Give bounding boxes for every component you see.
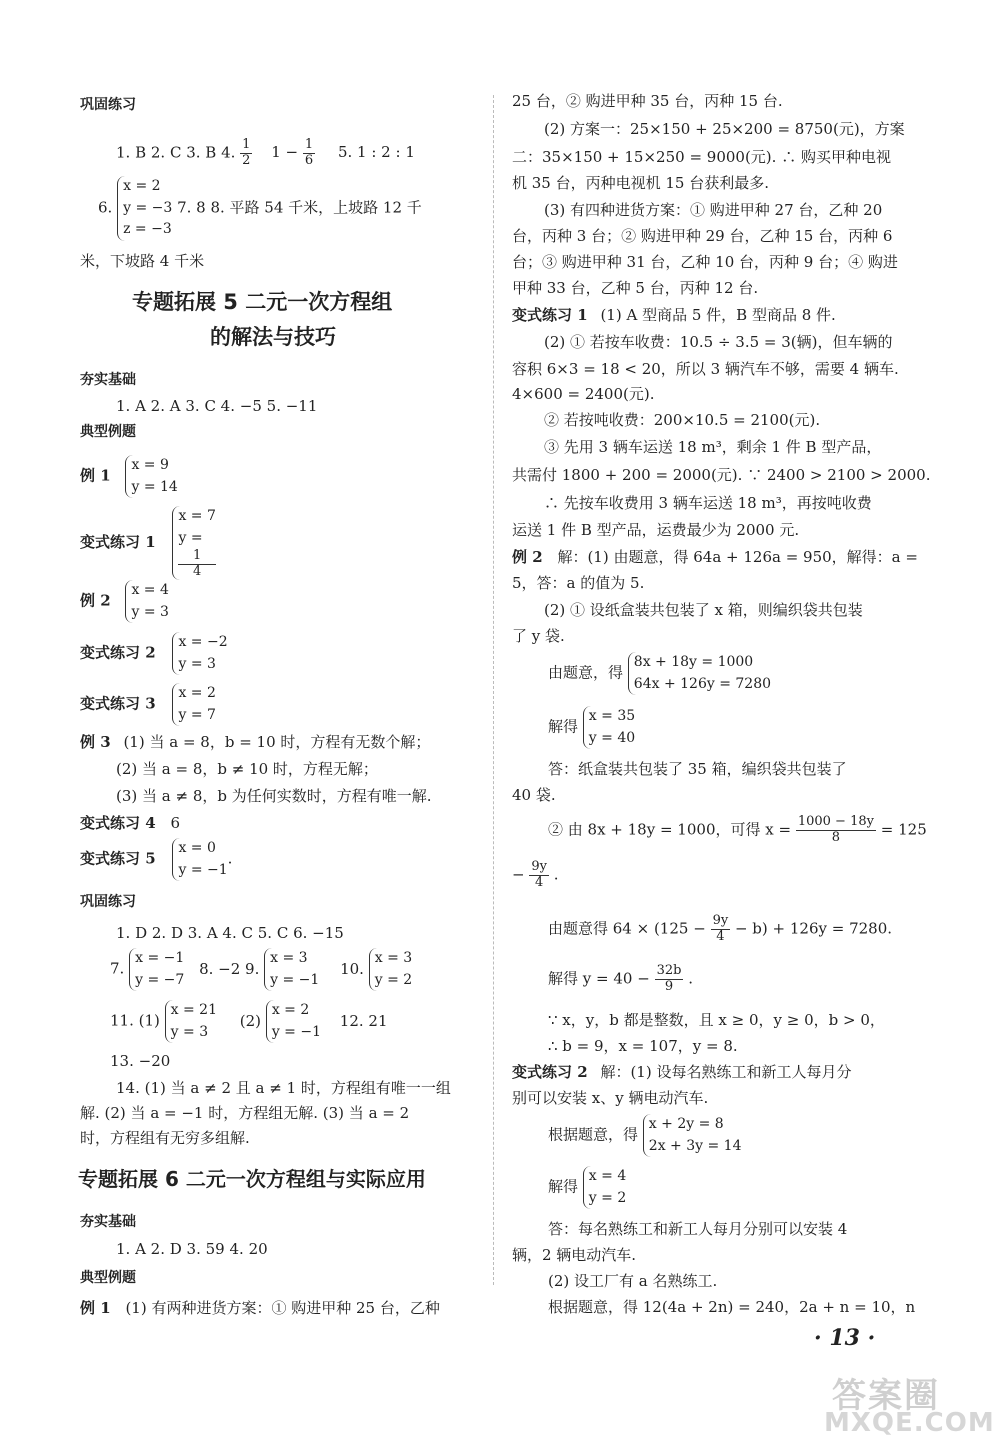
basic-2-answers: 1. A 2. D 3. 59 4. 20 — [116, 1240, 268, 1258]
rp2-q14-l2: 解. (2) 当 a = −1 时，方程组无解. (3) 当 a = 2 — [80, 1104, 410, 1122]
answers-line-6: 6. x = 2 y = −3 z = −3 7. 8 8. 平路 54 千米，上坡路 12 千 — [98, 176, 422, 241]
example-3-line2: (2) 当 a = 8，b ≠ 10 时，方程无解； — [116, 760, 378, 778]
equation-system: x = 35 y = 40 — [583, 706, 635, 749]
r-line5: (3) 有四种进货方案：① 购进甲种 27 台，乙种 20 — [544, 201, 883, 219]
equation-system: 8x + 18y = 1000 64x + 126y = 7280 — [628, 652, 771, 695]
ex2-part3: 由题意得 64 × (125 − $\frac{9y}{4}$ − b) + 126y = 7280. — [548, 913, 893, 944]
equation-system: x = 9 y = 14 — [125, 455, 177, 498]
section-examples-2: 典型例题 — [80, 1270, 136, 1286]
v2-solution: 解得 x = 4 y = 2 — [548, 1166, 626, 1209]
topic6-title: 专题拓展 6 二元一次方程组与实际应用 — [78, 1167, 426, 1191]
equation-system: x = 7 y = 1 4 — [172, 506, 215, 580]
topic5-title-line2: 的解法与技巧 — [210, 325, 336, 349]
basic-answers: 1. A 2. A 3. C 4. −5 5. −11 — [116, 397, 318, 415]
v1-line3: 容积 6×3 = 18 < 20，所以 3 辆汽车不够，需要 4 辆车. — [512, 360, 899, 378]
section-review-practice-2: 巩固练习 — [80, 894, 136, 910]
variant-1-right: 变式练习 1 (1) A 型商品 5 件，B 型商品 8 件. — [512, 306, 836, 324]
fraction: $\frac{1}{6}$ — [304, 137, 314, 168]
section-basic-2: 夯实基础 — [80, 1214, 136, 1230]
v1-line9: 运送 1 件 B 型产品，运费最少为 2000 元. — [512, 521, 800, 539]
example-2: 例 2 x = 4 y = 3 — [80, 580, 169, 623]
ex2-line4: 了 y 袋. — [512, 627, 565, 645]
example-3-line3: (3) 当 a ≠ 8，b 为任何实数时，方程有唯一解. — [116, 787, 432, 805]
ex2-part5: ∵ x，y，b 都是整数，且 x ≥ 0，y ≥ 0，b > 0， — [548, 1011, 885, 1029]
page-number: · 13 · — [814, 1325, 876, 1351]
r-line8: 甲种 33 台，乙种 5 台，丙种 12 台. — [512, 279, 759, 297]
r-line1: 25 台，② 购进甲种 35 台，丙种 15 台. — [512, 92, 783, 110]
column-divider — [493, 95, 494, 1285]
equation-system: x = 3 y = 2 — [369, 948, 412, 991]
v1-line7: 共需付 1800 + 200 = 2000(元). ∵ 2400 > 2100 > 2000. — [512, 466, 931, 484]
v2-answer1: 答：每名熟练工和新工人每月分别可以安装 4 — [548, 1220, 848, 1238]
section-review-practice: 巩固练习 — [80, 97, 136, 113]
equation-system: x = 0 y = −1 — [172, 838, 227, 881]
ex2-part4: 解得 y = 40 − $\frac{32b}{9}$ . — [548, 963, 693, 994]
v1-line8: ∴ 先按车收费用 3 辆车运送 18 m³，再按吨收费 — [544, 494, 872, 512]
ex2-part6: ∴ b = 9，x = 107，y = 8. — [548, 1037, 738, 1055]
rp2-line2: 7. x = −1 y = −7 8. −2 9. x = 3 y = −1 10. x = 3 y = 2 — [110, 948, 412, 991]
r-line7: 台；③ 购进甲种 31 台，乙种 10 台，丙种 9 台；④ 购进 — [512, 253, 898, 271]
rp2-line1: 1. D 2. D 3. A 4. C 5. C 6. −15 — [116, 924, 344, 942]
variant-4: 变式练习 4 6 — [80, 814, 180, 832]
answers-line-1: 1. B 2. C 3. B 4. $\frac{1}{2}$ 1 − $\frac{1}{6}$ 5. 1 : 2 : 1 — [116, 137, 415, 168]
ex2-part2: ② 由 8x + 18y = 1000，可得 x = $\frac{1000 - 18y}{8}$ = 125 — [548, 814, 927, 845]
fraction: $\frac{1}{2}$ — [242, 137, 251, 168]
v2-system: 根据题意，得 x + 2y = 8 2x + 3y = 14 — [548, 1114, 742, 1157]
r-line3: 二：35×150 + 15×250 = 9000(元). ∴ 购买甲种电视 — [512, 148, 891, 166]
rp2-q13: 13. −20 — [110, 1052, 171, 1070]
equation-system: x = 2 y = −1 — [266, 1000, 321, 1043]
variant-2: 变式练习 2 x = −2 y = 3 — [80, 632, 228, 675]
v1-line4: 4×600 = 2400(元). — [512, 385, 655, 403]
ex2-line2: 5，答：a 的值为 5. — [512, 574, 645, 592]
example-3: 例 3 (1) 当 a = 8，b = 10 时，方程有无数个解； — [80, 733, 431, 751]
equation-system: x + 2y = 8 2x + 3y = 14 — [643, 1114, 742, 1157]
ex2-solution: 解得 x = 35 y = 40 — [548, 706, 635, 749]
ex2-part2-cont: − $\frac{9y}{4}$ . — [512, 859, 559, 890]
equation-system: x = −2 y = 3 — [172, 632, 227, 675]
equation-system: x = 2 y = −3 z = −3 — [117, 176, 172, 241]
example-2-right: 例 2 解：(1) 由题意，得 64a + 126a = 950，解得：a = — [512, 548, 918, 566]
example-1: 例 1 x = 9 y = 14 — [80, 455, 178, 498]
r-line4: 机 35 台，丙种电视机 15 台获利最多. — [512, 174, 770, 192]
section-examples: 典型例题 — [80, 424, 136, 440]
v1-line6: ③ 先用 3 辆车运送 18 m³，剩余 1 件 B 型产品， — [544, 438, 882, 456]
variant-2-right: 变式练习 2 解：(1) 设每名熟练工和新工人每月分 — [512, 1063, 852, 1081]
ex2-line3: (2) ① 设纸盒装共包装了 x 箱，则编织袋共包装 — [544, 601, 863, 619]
v2-answer2: 辆，2 辆电动汽车. — [512, 1246, 637, 1264]
r-line2: (2) 方案一：25×150 + 25×200 = 8750(元)，方案 — [544, 120, 905, 138]
ex2-system: 由题意，得 8x + 18y = 1000 64x + 126y = 7280 — [548, 652, 771, 695]
ex2-answer1: 答：纸盒装共包装了 35 箱，编织袋共包装了 — [548, 760, 847, 778]
variant-3: 变式练习 3 x = 2 y = 7 — [80, 683, 216, 726]
answers-wrap: 米，下坡路 4 千米 — [80, 252, 205, 270]
variant-1: 变式练习 1 x = 7 y = 1 4 — [80, 508, 216, 580]
rp2-q14-l3: 时，方程组有无穷多组解. — [80, 1129, 250, 1147]
equation-system: x = 4 y = 2 — [583, 1166, 626, 1209]
r-line6: 台，丙种 3 台；② 购进甲种 29 台，乙种 15 台，丙种 6 — [512, 227, 893, 245]
v2-line2: 别可以安装 x、y 辆电动汽车. — [512, 1089, 709, 1107]
equation-system: x = 2 y = 7 — [172, 683, 215, 726]
equation-system: x = 4 y = 3 — [125, 580, 168, 623]
ex2-answer2: 40 袋. — [512, 786, 556, 804]
equation-system: x = 21 y = 3 — [165, 1000, 217, 1043]
section-basic: 夯实基础 — [80, 372, 136, 388]
v1-line5: ② 若按吨收费：200×10.5 = 2100(元). — [544, 411, 821, 429]
v1-line2: (2) ① 若按车收费：10.5 ÷ 3.5 = 3(辆)，但车辆的 — [544, 333, 893, 351]
topic6-example-1: 例 1 (1) 有两种进货方案：① 购进甲种 25 台，乙种 — [80, 1299, 440, 1317]
v2-part2: (2) 设工厂有 a 名熟练工. — [548, 1272, 718, 1290]
watermark-logo: 答案圈 MXQE.COM — [824, 1376, 995, 1438]
topic5-title-line1: 专题拓展 5 二元一次方程组 — [132, 290, 393, 314]
rp2-line3: 11. (1) x = 21 y = 3 (2) x = 2 y = −1 12. 21 — [110, 1000, 388, 1043]
v2-part3: 根据题意，得 12(4a + 2n) = 240，2a + n = 10，n — [548, 1298, 916, 1316]
equation-system: x = 3 y = −1 — [264, 948, 319, 991]
variant-5: 变式练习 5 x = 0 y = −1 . — [80, 838, 232, 881]
equation-system: x = −1 y = −7 — [129, 948, 184, 991]
rp2-q14-l1: 14. (1) 当 a ≠ 2 且 a ≠ 1 时，方程组有唯一一组 — [116, 1079, 451, 1097]
